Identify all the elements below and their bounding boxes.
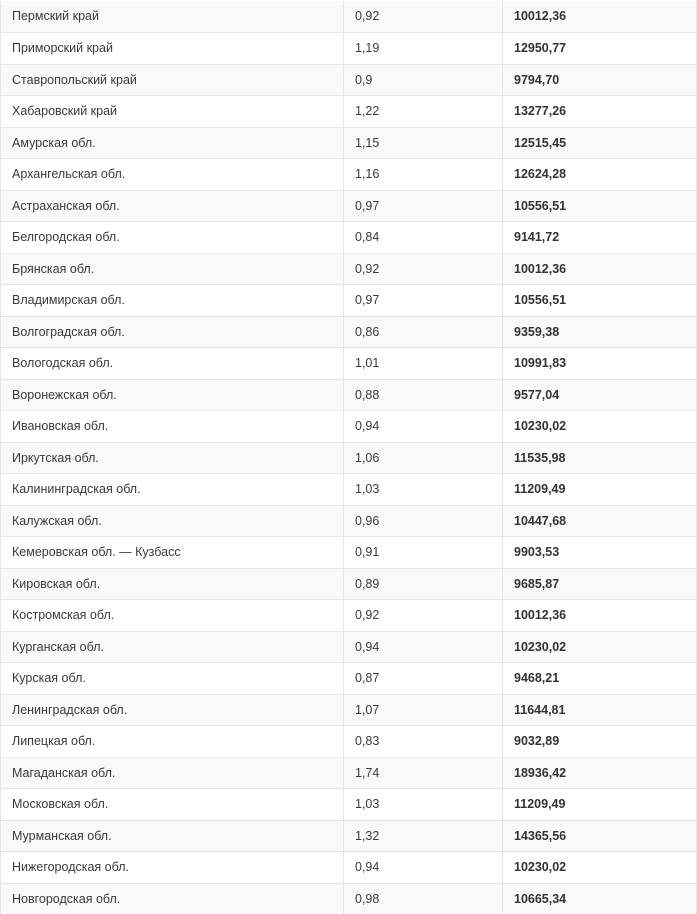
region-cell: Ставропольский край (1, 64, 344, 96)
amount-cell: 10447,68 (503, 505, 697, 537)
table-row (1, 852, 697, 884)
table-row (1, 348, 697, 380)
amount-cell: 11644,81 (503, 694, 697, 726)
coefficient-cell: 1,03 (344, 789, 503, 821)
coefficient-cell: 0,98 (344, 883, 503, 914)
table-row (1, 190, 697, 222)
region-cell: Московская обл. (1, 789, 344, 821)
region-cell: Иркутская обл. (1, 442, 344, 474)
coefficient-cell: 1,19 (344, 33, 503, 65)
region-cell: Липецкая обл. (1, 726, 344, 758)
coefficient-cell: 1,06 (344, 442, 503, 474)
coefficient-cell: 0,84 (344, 222, 503, 254)
table-row (1, 694, 697, 726)
coefficient-cell: 0,97 (344, 285, 503, 317)
amount-cell: 9359,38 (503, 316, 697, 348)
coefficient-cell: 1,22 (344, 96, 503, 128)
coefficient-cell: 0,89 (344, 568, 503, 600)
table-row (1, 222, 697, 254)
region-cell: Курганская обл. (1, 631, 344, 663)
amount-cell: 11209,49 (503, 474, 697, 506)
amount-cell: 10230,02 (503, 411, 697, 443)
amount-cell: 12624,28 (503, 159, 697, 191)
region-cell: Кемеровская обл. — Кузбасс (1, 537, 344, 569)
coefficient-cell: 0,92 (344, 600, 503, 632)
coefficient-cell: 0,92 (344, 1, 503, 33)
region-cell: Кировская обл. (1, 568, 344, 600)
table-row (1, 883, 697, 914)
coefficient-cell: 0,94 (344, 631, 503, 663)
region-cell: Владимирская обл. (1, 285, 344, 317)
region-cell: Ленинградская обл. (1, 694, 344, 726)
coefficient-cell: 1,01 (344, 348, 503, 380)
amount-cell: 9468,21 (503, 663, 697, 695)
table-row (1, 757, 697, 789)
amount-cell: 9577,04 (503, 379, 697, 411)
table-row (1, 474, 697, 506)
coefficient-cell: 0,91 (344, 537, 503, 569)
amount-cell: 9685,87 (503, 568, 697, 600)
region-cell: Вологодская обл. (1, 348, 344, 380)
amount-cell: 10556,51 (503, 285, 697, 317)
amount-cell: 18936,42 (503, 757, 697, 789)
region-cell: Курская обл. (1, 663, 344, 695)
coefficient-cell: 1,32 (344, 820, 503, 852)
region-cell: Калининградская обл. (1, 474, 344, 506)
region-cell: Мурманская обл. (1, 820, 344, 852)
table-row (1, 726, 697, 758)
coefficient-cell: 0,9 (344, 64, 503, 96)
table-row (1, 159, 697, 191)
table-row (1, 253, 697, 285)
region-cell: Амурская обл. (1, 127, 344, 159)
coefficient-cell: 1,16 (344, 159, 503, 191)
table-row (1, 316, 697, 348)
coefficient-cell: 1,03 (344, 474, 503, 506)
region-cell: Пермский край (1, 1, 344, 33)
table-body (1, 1, 697, 914)
amount-cell: 9903,53 (503, 537, 697, 569)
amount-cell: 10991,83 (503, 348, 697, 380)
table-row (1, 285, 697, 317)
coefficient-cell: 1,07 (344, 694, 503, 726)
table-row (1, 33, 697, 65)
table-row (1, 411, 697, 443)
coefficient-cell: 0,83 (344, 726, 503, 758)
amount-cell: 10012,36 (503, 1, 697, 33)
amount-cell: 10012,36 (503, 600, 697, 632)
coefficient-cell: 0,96 (344, 505, 503, 537)
amount-cell: 13277,26 (503, 96, 697, 128)
region-cell: Приморский край (1, 33, 344, 65)
amount-cell: 10230,02 (503, 631, 697, 663)
table-row (1, 663, 697, 695)
region-cell: Хабаровский край (1, 96, 344, 128)
table-row (1, 568, 697, 600)
region-cell: Ивановская обл. (1, 411, 344, 443)
region-cell: Брянская обл. (1, 253, 344, 285)
region-cell: Воронежская обл. (1, 379, 344, 411)
region-cell: Астраханская обл. (1, 190, 344, 222)
table-row (1, 442, 697, 474)
region-cell: Костромская обл. (1, 600, 344, 632)
region-cell: Архангельская обл. (1, 159, 344, 191)
table-row (1, 127, 697, 159)
region-cell: Магаданская обл. (1, 757, 344, 789)
table-row (1, 600, 697, 632)
coefficient-cell: 0,97 (344, 190, 503, 222)
coefficient-cell: 1,15 (344, 127, 503, 159)
table-row (1, 1, 697, 33)
table-row (1, 789, 697, 821)
amount-cell: 9794,70 (503, 64, 697, 96)
table-row (1, 64, 697, 96)
coefficient-cell: 0,86 (344, 316, 503, 348)
region-cell: Калужская обл. (1, 505, 344, 537)
region-cell: Волгоградская обл. (1, 316, 344, 348)
table-row (1, 96, 697, 128)
coefficient-cell: 0,87 (344, 663, 503, 695)
amount-cell: 14365,56 (503, 820, 697, 852)
amount-cell: 12950,77 (503, 33, 697, 65)
table-row (1, 631, 697, 663)
amount-cell: 10665,34 (503, 883, 697, 914)
coefficient-cell: 1,74 (344, 757, 503, 789)
amount-cell: 10556,51 (503, 190, 697, 222)
region-cell: Белгородская обл. (1, 222, 344, 254)
amount-cell: 11209,49 (503, 789, 697, 821)
coefficient-cell: 0,92 (344, 253, 503, 285)
region-cell: Новгородская обл. (1, 883, 344, 914)
amount-cell: 11535,98 (503, 442, 697, 474)
coefficient-cell: 0,94 (344, 852, 503, 884)
amount-cell: 12515,45 (503, 127, 697, 159)
amount-cell: 9032,89 (503, 726, 697, 758)
regional-coefficient-table (0, 1, 697, 914)
region-cell: Нижегородская обл. (1, 852, 344, 884)
coefficient-cell: 0,94 (344, 411, 503, 443)
table-row (1, 505, 697, 537)
table-row (1, 537, 697, 569)
coefficient-cell: 0,88 (344, 379, 503, 411)
amount-cell: 10230,02 (503, 852, 697, 884)
table-row (1, 379, 697, 411)
amount-cell: 10012,36 (503, 253, 697, 285)
table-row (1, 820, 697, 852)
amount-cell: 9141,72 (503, 222, 697, 254)
